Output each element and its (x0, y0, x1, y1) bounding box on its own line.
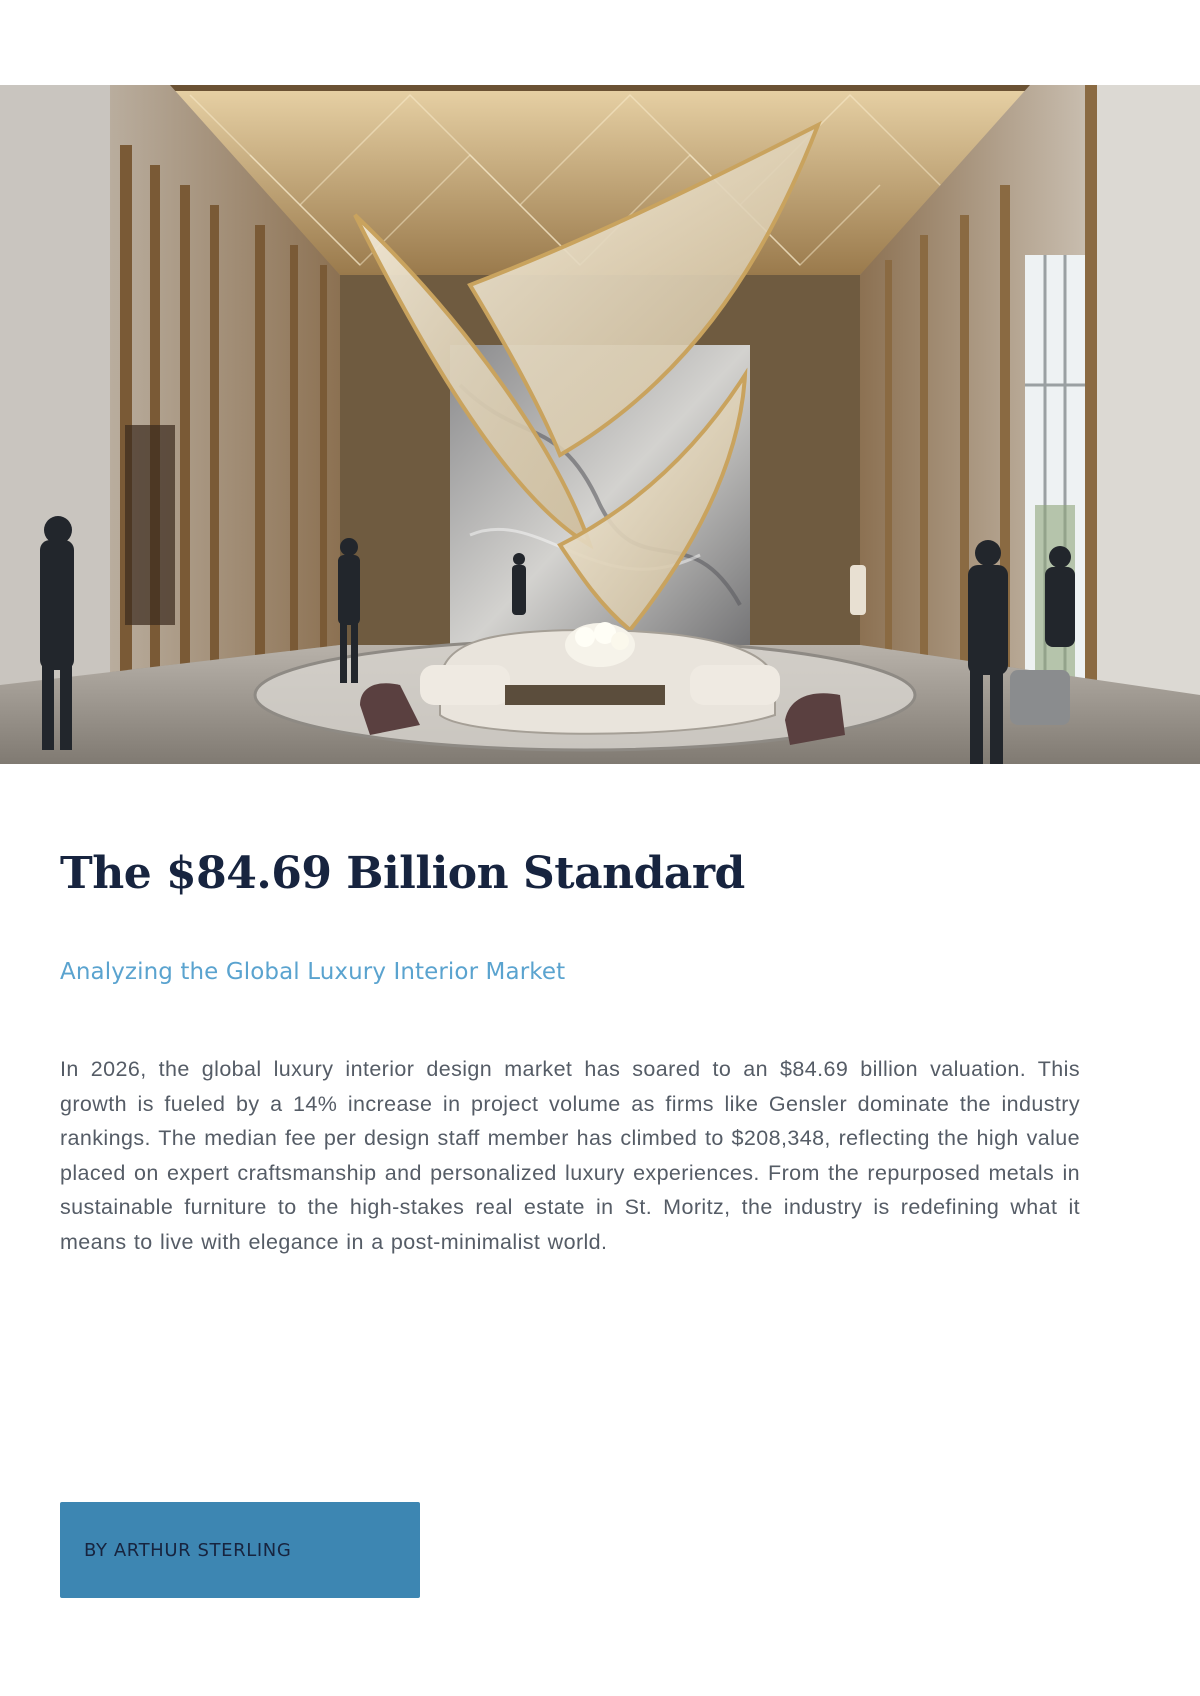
article-body: In 2026, the global luxury interior design market has soared to an $84.69 billion valuation. This growth is fueled by a 14% increase in project volume as firms like Gensler dominate the industry rankings. The median fee per design staff member has climbed to $208,348, reflecting the high value placed on expert craftsmanship and personalized luxury experiences. From the repurposed metals in sustainable furniture to the high-stakes real estate in St. Moritz, the industry is redefining what it means to live with elegance in a post-minimalist world. (60, 1057, 1080, 1254)
article-title: The $84.69 Billion Standard (60, 848, 745, 899)
article-subtitle: Analyzing the Global Luxury Interior Market (60, 959, 566, 985)
lobby-illustration (0, 85, 1200, 764)
byline-text: BY ARTHUR STERLING (84, 1539, 292, 1561)
byline-badge (60, 1502, 420, 1598)
hero-image (0, 85, 1200, 764)
